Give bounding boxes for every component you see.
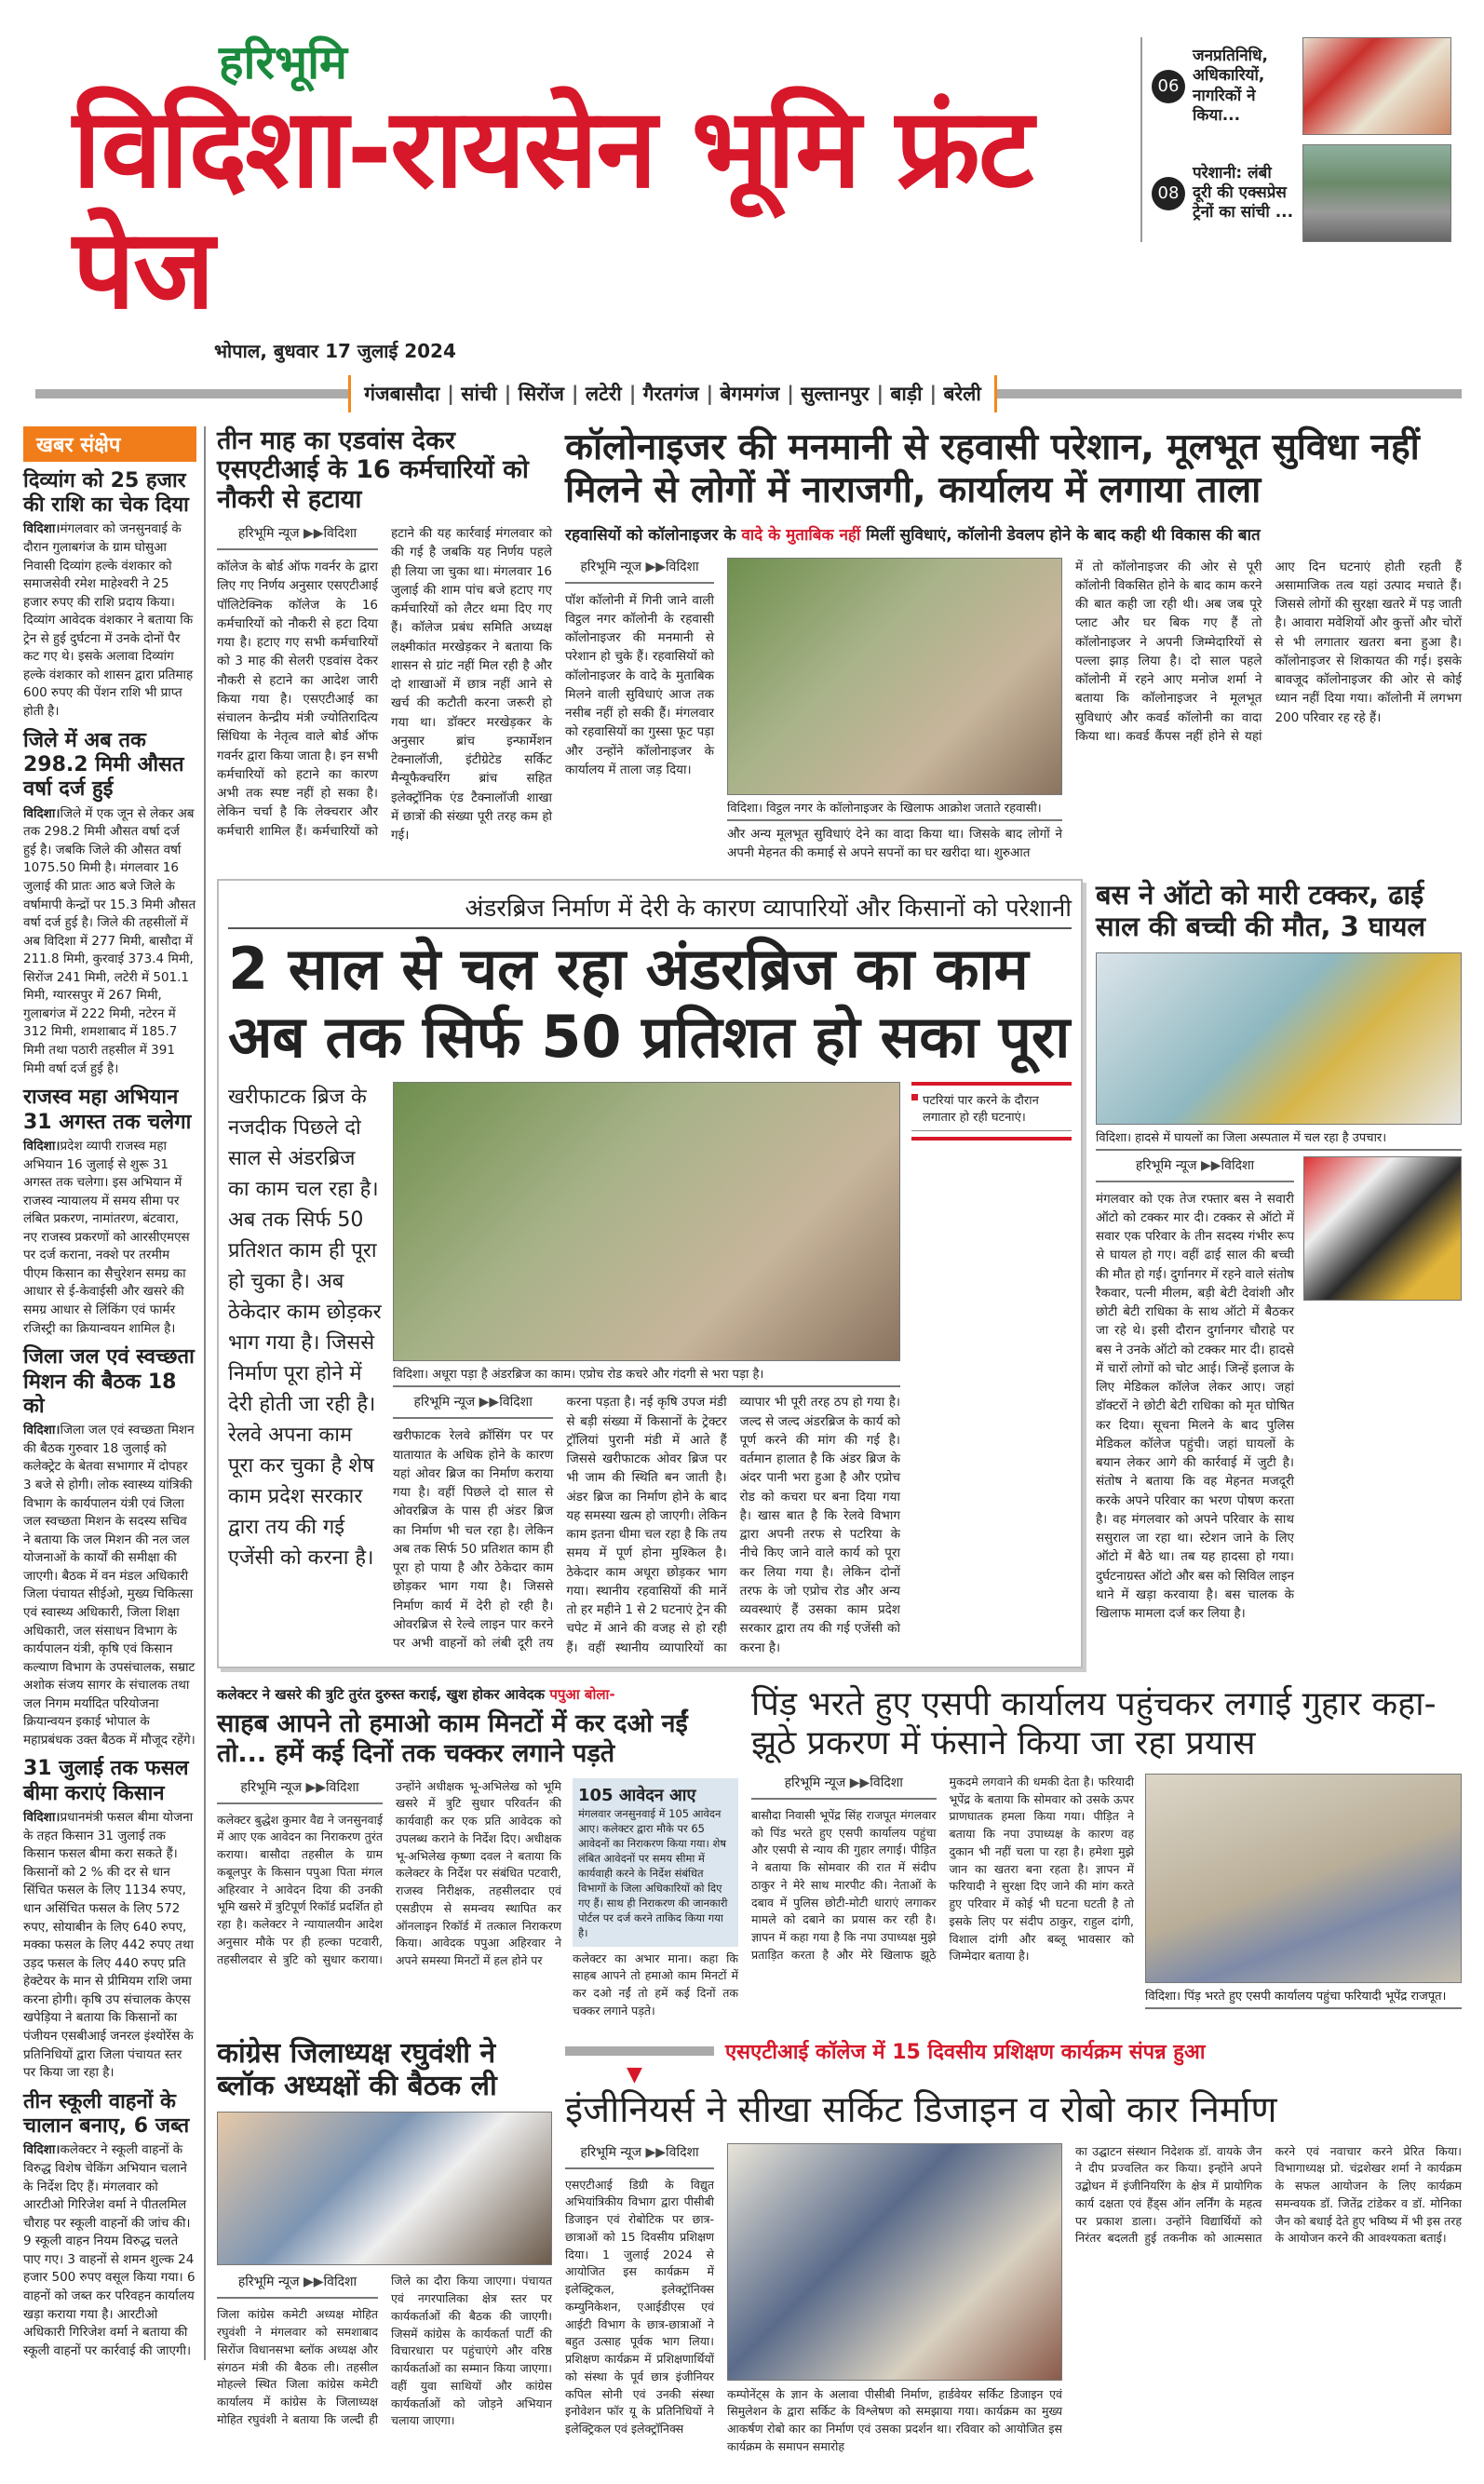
underbridge-photo <box>393 1082 900 1361</box>
story-column: में तो कॉलोनाइजर की ओर से पूरी कॉलोनी विकसित होने के बाद काम करने की बात कही जा रही थी। अब जब पूरे प्लाट और घर बिक गए हैं तो कॉलोनाइजर ने अपनी जिम्मेदारियों से पल्ला झाड़ लिया है। दो साल पहले कॉलोनी में रहने आए मनोज शर्मा ने बताया कि कॉलोनाइजर ने मूलभूत सुविधाएं और कवर्ड कॉलोनी का वादा किया था। कवर्ड कैंपस नहीं होने से यहां आए दिन घटनाएं होती रहती हैं असामाजिक तत्व यहां उत्पाद मचाते हैं। जिससे लोगों की सुरक्षा खतरे में पड़ जाती है। आवारा मवेशियों और कुत्तों और चोरों से भी लगातार खतरा बना हुआ है। कॉलोनाइजर से शिकायत की गई। इसके बावजूद कॉलोनाइजर की ओर से कोई ध्यान नहीं दिया गया। कॉलोनी में लगभग 200 परिवार रह रहे हैं। <box>1075 559 1462 744</box>
chevron-down-icon: ▼ <box>627 2062 642 2086</box>
region-link[interactable]: | लटेरी <box>572 381 622 407</box>
auto-rickshaw-photo <box>1303 1156 1462 1301</box>
story-body: हरिभूमि न्यूज ▶▶विदिशा कलेक्टर बुद्धेश कुमार वैद्य ने जनसुनवाई में आए एक आवेदन का निराकरण तुरंत कराया। बासौदा तहसील के ग्राम कबूलपुर के किसान पपुआ पिता मंगल अहिरवार ने आवेदन दिया की उनकी भूमि खसरे में त्रुटिपूर्ण रिकॉर्ड प्रदर्शित हो रहा है। कलेक्टर ने न्यायालयीन आदेश अनुसार मौके पर ही हल्का पटवारी, तहसीलदार से त्रुटि को सुधार कराया। उन्होंने अधीक्षक भू-अभिलेख को भूमि खसरे में त्रुटि सुधार परिवर्तन की कार्यवाही कर एक प्रति आवेदक को उपलब्ध कराने के निर्देश दिए। अधीक्षक भू-अभिलेख कृष्णा दवल ने बताया कि कलेक्टर के निर्देश पर संबंधित पटवारी, राजस्व निरीक्षक, तहसीलदार एवं एसडीएम से समन्वय स्थापित कर ऑनलाइन रिकॉर्ड में तत्काल निराकरण किया। आवेदक पपुआ अहिरवार ने अपने समस्या मिनटों में हल होने पर <box>217 1778 561 1968</box>
story-body: हरिभूमि न्यूज ▶▶विदिशा बासौदा निवासी भूपेंद्र सिंह राजपूत मंगलवार को पिंड भरते हुए एसपी कार्यालय पहुंचा और एसपी से न्याय की गुहार लगाई। पीड़ित ने बताया कि सोमवार की रात में संदीप ठाकुर ने मेरे साथ मारपीट की। नेताओं के दबाव में पुलिस छोटी-मोटी धाराएं लगाकर मामले को दबाने का प्रयास कर रही है। ज्ञापन में कहा गया है कि नपा उपाध्यक्ष मुझे प्रताड़ित करता है और मेरे खिलाफ झूठे मुकदमे लगवाने की धमकी देता है। फरियादी भूपेंद्र के बताया कि सोमवार को उसके ऊपर प्राणघातक हमला किया गया। पीड़ित ने बताया कि नपा उपाध्यक्ष के कारण वह दुकान भी नहीं चला पा रहा है। हमेशा मुझे जान का खतरा बना रहता है। ज्ञापन में फरियादी ने सुरक्षा दिए जाने की मांग करते हुए परिवार में कोई भी घटना घटती है तो इसके लिए पर संदीप ठाकुर, राहुल दांगी, विशाल दांगी और बब्लू भावसार को जिम्मेदार बताया है। <box>751 1774 1134 1964</box>
teaser[interactable] <box>1152 37 1462 135</box>
story-column: और अन्य मूलभूत सुविधाएं देने का वादा किया था। जिसके बाद लोगों ने अपनी मेहनत की कमाई से अपने सपनों का घर खरीदा था। शुरुआत <box>727 826 1062 860</box>
brief-title: तीन स्कूली वाहनों के चालान बनाए, 6 जब्त <box>23 2089 190 2139</box>
dateline-place: विदिशा। <box>23 805 61 821</box>
page-body <box>23 426 1462 2456</box>
story-row <box>217 1685 1462 2020</box>
teaser-photo <box>1302 144 1451 242</box>
brief-title: 31 जुलाई तक फसल बीमा कराएं किसान <box>23 1757 189 1805</box>
brief-item <box>23 729 196 1079</box>
teaser[interactable] <box>1152 144 1462 242</box>
headline: कांग्रेस जिलाध्यक्ष रघुवंशी ने ब्लॉक अध्यक्षों की बैठक ली <box>217 2036 497 2102</box>
byline: हरिभूमि न्यूज ▶▶विदिशा <box>565 558 714 584</box>
photo-caption: विदिशा। हादसे में घायलों का जिला अस्पताल में चल रहा है उपचार। <box>1096 1125 1462 1151</box>
brief-title: जिला जल एवं स्वच्छता मिशन की बैठक 18 को <box>23 1345 195 1418</box>
dateline-place: विदिशा। <box>23 521 61 537</box>
dateline-place: विदिशा। <box>23 2142 61 2158</box>
byline: हरिभूमि न्यूज ▶▶विदिशा <box>751 1774 937 1800</box>
brief-body: कलेक्टर ने स्कूली वाहनों के विरुद्ध विशेष चेकिंग अभियान चलाने के निर्देश दिए हैं। मंगलवार को आरटीओ गिरिजेश वर्मा ने पीतलमिल चौराह पर स्कूली वाहनों की जांच की। 9 स्कूली वाहन नियम विरुद्ध चलते पाए गए। 3 वाहनों से शमन शुल्क 24 हजार 500 रुपए वसूल किया गया। 6 वाहनों को जब्त कर परिवहन कार्यालय खड़ा कराया गया है। आरटीओ अधिकारी गिरिजेश वर्मा ने बताया की स्कूली वाहनों पर कार्रवाई की जाएगी। <box>23 2142 196 2358</box>
dateline-place: विदिशा। <box>23 1423 61 1438</box>
brand-logo: हरिभूमि <box>219 35 347 89</box>
byline: हरिभूमि न्यूज ▶▶विदिशा <box>1096 1156 1294 1182</box>
story-underbridge <box>217 879 1083 1668</box>
brief-body: जिले में एक जून से लेकर अब तक 298.2 मिमी औसत वर्षा दर्ज हुई है। जबकि जिले की औसत वर्षा 1075.50 मिमी है। मंगलवार 16 जुलाई की प्रातः आठ बजे जिले के वर्षामापी केन्द्रों पर 15.3 मिमी औसत वर्षा दर्ज हुई है। जिले की तहसीलों में अब विदिशा में 277 मिमी, बासौदा में 211.8 मिमी, कुरवाई 373.4 मिमी, सिरोंज 241 मिमी, लटेरी में 501.1 मिमी, ग्यारसपुर में 267 मिमी, गुलाबगंज में 222 मिमी, नटेरन में 312 मिमी, शमशाबाद में 185.7 मिमी तथा पठारी तहसील में 391 मिमी वर्षा दर्ज हुई है। <box>23 805 196 1076</box>
story-congress <box>217 2037 552 2431</box>
story-sp-office <box>751 1685 1462 2009</box>
dateline-place: विदिशा। <box>23 1138 61 1154</box>
story-collector <box>217 1685 738 2020</box>
stories-area <box>217 426 1462 2456</box>
headline: पिंड़ भरते हुए एसपी कार्यालय पहुंचकर लगाई गुहार कहा- झूठे प्रकरण में फंसाने किया जा रहा प्रयास <box>751 1684 1437 1763</box>
headline: 2 साल से चल रहा अंडरब्रिज का काम अब तक सिर्फ 50 प्रतिशत हो सका पूरा <box>228 935 1071 1072</box>
page-title: विदिशा-रायसेन भूमि फ्रंट पेज <box>73 84 1032 333</box>
byline: हरिभूमि न्यूज ▶▶विदिशा <box>393 1393 553 1419</box>
story-row <box>217 879 1462 1668</box>
brief-body: मंगलवार को जनसुनवाई के दौरान गुलाबगंज के ग्राम घोसुआ निवासी दिव्यांग हल्के वंशकार को समाजसेवी रमेश माहेश्वरी ने 25 हजार रुपए की राशि प्रदाय किया। दिव्यांग आवेदक वंशकार ने बताया कि ट्रेन से हुई दुर्घटना में उनके दोनों पैर कट गए थे। इसके अलावा दिव्यांग हल्के वंशकार को शासन द्वारा प्रतिमाह 600 रुपए की पेंशन राशि भी प्राप्त होती है। <box>23 521 194 719</box>
story-body: हरिभूमि न्यूज ▶▶विदिशा जिला कांग्रेस कमेटी अध्यक्ष मोहित रघुवंशी ने मंगलवार को समशाबाद सिरोंज विधानसभा ब्लॉक अध्यक्ष और संगठन मंत्री की बैठक ली। तहसील मोहल्ले स्थित जिला कांग्रेस कमेटी कार्यालय में कांग्रेस के जिलाध्यक्ष मोहित रघुवंशी ने बताया कि जल्दी ही जिले का दौरा किया जाएगा। पंचायत एवं नगरपालिका क्षेत्र स्तर पर कार्यकर्ताओं की बैठक की जाएगी। जिसमें कांग्रेस के कार्यकर्ता पार्टी की विचारधारा पर पहुंचाएंगे और वरिष्ठ कार्यकर्ताओं का सम्मान किया जाएगा। वहीं युवा साथियों और कांग्रेस कार्यकर्ताओं को जोड़ने अभियान चलाया जाएगा। <box>217 2274 552 2428</box>
brief-body: जिला जल एवं स्वच्छता मिशन की बैठक गुरुवार 18 जुलाई को कलेक्ट्रेट के बेतवा सभागार में दोपहर 3 बजे से होगी। लोक स्वास्थ्य यांत्रिकी विभाग के कार्यपालन यंत्री एवं जिला जल स्वच्छता मिशन के सदस्य सचिव ने बताया कि जल मिशन की नल जल योजनाओं के कार्यों की समीक्षा की जाएगी। बैठक में वन मंडल अधिकारी जिला पंचायत सीईओ, मुख्य चिकित्सा एवं स्वास्थ्य अधिकारी, जिला शिक्षा अधिकारी, जल संसाधन विभाग के कार्यपालन यंत्री, कृषि एवं किसान कल्याण विभाग के उपसंचालक, सम्राट अशोक संजय सागर के संचालक तथा जल निगम मर्यादित परियोजना क्रियान्वयन इकाई भोपाल के महाप्रबंधक उक्त बैठक में मौजूद रहेंगे। <box>23 1423 196 1748</box>
teaser-text: परेशानी: लंबी दूरी की एक्सप्रेस ट्रेनों का सांची ... <box>1193 163 1294 223</box>
byline: हरिभूमि न्यूज ▶▶विदिशा <box>217 524 378 550</box>
story-row <box>217 426 1462 863</box>
page-number-badge: 08 <box>1152 177 1185 210</box>
photo-caption: विदिशा। पिंड़ भरते हुए एसपी कार्यालय पहुंचा फरियादी भूपेंद्र राजपूत। <box>1145 1983 1462 2009</box>
info-box-title: 105 आवेदन आए <box>578 1785 696 1805</box>
brief-item <box>23 469 196 722</box>
masthead <box>23 37 1462 363</box>
page-number-badge: 06 <box>1152 70 1185 103</box>
brief-item <box>23 1757 196 2082</box>
info-box-body: मंगलवार जनसुनवाई में 105 आवेदन आए। कलेक्टर द्वारा मौके पर 65 आवेदनों का निराकरण किया गया। शेष लंबित आवेदनों पर समय सीमा में कार्यवाही करने के निर्देश संबंधित विभागों के जिला अधिकारियों को दिए गए हैं। साथ ही निराकरण की जानकारी पोर्टल पर दर्ज करने ताकिद किया गया है। <box>578 1806 728 1940</box>
region-link[interactable]: | सुल्तानपुर <box>787 381 869 407</box>
story-sati-training <box>565 2037 1462 2456</box>
headline: साहब आपने तो हमाओ काम मिनटों में कर दओ नईं तो... हमें कई दिनों तक चक्कर लगाने पड़ते <box>217 1708 688 1768</box>
region-link[interactable]: | सांची <box>447 381 496 407</box>
section-tag: खबर संक्षेप <box>23 426 196 462</box>
brief-item <box>23 1345 196 1749</box>
region-link[interactable]: गंजबासौदा <box>364 382 440 405</box>
region-link[interactable]: | बाड़ी <box>876 381 922 407</box>
byline: हरिभूमि न्यूज ▶▶विदिशा <box>217 1778 383 1804</box>
region-link[interactable]: | बेगमगंज <box>707 381 780 407</box>
photo-block <box>727 558 1062 863</box>
sp-office-photo <box>1145 1774 1462 1983</box>
region-link[interactable]: | बरेली <box>930 381 981 407</box>
brief-item <box>23 2090 196 2361</box>
story-column: कलेक्टर का अभार माना। कहा कि साहब आपने तो हमाओ काम मिनटों में कर दओ नईं तो हमें कई दिनों तक चक्कर लगाने पड़ते। <box>573 1951 738 2018</box>
teaser-photo <box>1302 37 1451 135</box>
story-column: कम्पोनेंट्स के ज्ञान के अलावा पीसीबी निर्माण, हार्डवेयर सर्किट डिजाइन एवं सिमुलेशन के द्वारा सर्किट के विश्लेषण को समझाया गया। कार्यक्रम का मुख्य आकर्षण रोबो कार का निर्माण एवं उसका प्रदर्शन था। रविवार को आयोजित इस कार्यक्रम के समापन समारोह <box>727 2386 1062 2453</box>
brief-title: दिव्यांग को 25 हजार की राशि का चेक दिया <box>23 468 189 517</box>
brief-body: प्रदेश व्यापी राजस्व महा अभियान 16 जुलाई से शुरू 31 अगस्त तक चलेगा। इस अभियान में राजस्व न्यायालय में समय सीमा पर लंबित प्रकरण, नामांतरण, बंटवारा, नए राजस्व प्रकरणों को आरसीएमएस पर दर्ज कराना, नक्शे पर तरमीम पीएम किसान का सैचुरेशन समग्र का आधार से ई-केवाईसी और खसरे की समग्र आधार से लिंकिंग एवं फार्मर रजिस्ट्री का क्रियान्वयन शामिल है। <box>23 1138 190 1336</box>
divider <box>565 2046 714 2056</box>
story-row <box>217 2037 1462 2456</box>
photo-caption: विदिशा। विट्ठल नगर के कॉलोनाइजर के खिलाफ आक्रोश जताते रहवासी। <box>727 795 1062 821</box>
headline: इंजीनियर्स ने सीखा सर्किट डिजाइन व रोबो कार निर्माण <box>565 2088 1277 2131</box>
byline: हरिभूमि न्यूज ▶▶विदिशा <box>565 2143 714 2169</box>
story-body: हरिभूमि न्यूज ▶▶विदिशा कॉलेज के बोर्ड ऑफ गवर्नर के द्वारा लिए गए निर्णय अनुसार एसएटीआई पॉलिटेक्निक कॉलेज के 16 कर्मचारियों को नौकरी से हटा दिया गया है। हटाए गए सभी कर्मचारियों को 3 माह की सेलरी एडवांस देकर नौकरी से हटाने का आदेश जारी किया गया है। एसएटीआई का संचालन केन्द्रीय मंत्री ज्योतिरादित्य सिंधिया के नेतृत्व वाले बोर्ड ऑफ गवर्नर द्वारा किया जाता है। इन सभी कर्मचारियों को हटाने का कारण अभी तक स्पष्ट नहीं हो सका है। लेकिन चर्चा है कि लेक्चरार और कर्मचारी शामिल हैं। कर्मचारियों को हटाने की यह कार्रवाई मंगलवार को की गई है जबकि यह निर्णय पहले ही लिया जा चुका था। मंगलवार 16 जुलाई की शाम पांच बजे हटाए गए कर्मचारियों को लैटर थमा दिए गए हैं। कॉलेज प्रबंध समिति अध्यक्ष लक्ष्मीकांत मरखेड़कर ने बताया कि शासन से ग्रांट नहीं मिल रही है और दो शाखाओं में छात्र नहीं आने से खर्च की कटौती करना जरूरी हो गया था। डॉक्टर मरखेड़कर के अनुसार ब्रांच इन्फार्मेशन टेक्नालॉजी, इंटीग्रेटेड सर्किट मैन्यूफैक्चरिंग ब्रांच सहित इलेक्ट्रॉनिक एंड टैक्नालॉजी शाखा में छात्रों की संख्या पूरी तरह कम हो गई। <box>217 526 552 844</box>
region-link[interactable]: | सिरोंज <box>505 381 564 407</box>
story-colonizer <box>565 426 1462 863</box>
meeting-photo <box>217 2112 552 2265</box>
teaser-panel <box>1140 37 1462 242</box>
region-bar <box>23 374 1462 413</box>
story-column: हरिभूमि न्यूज ▶▶विदिशा एसएटीआई डिग्री के विद्युत अभियांत्रिकीय विभाग द्वारा पीसीबी डिजाइन एवं रोबोटिक पर छात्र-छात्राओं को 15 दिवसीय प्रशिक्षण दिया। 1 जुलाई 2024 से आयोजित इस कार्यक्रम में इलेक्ट्रिकल, इलेक्ट्रॉनिक्स कम्युनिकेशन, एआईडीएस एवं आईटी विभाग के छात्र-छात्राओं ने बहुत उत्साह पूर्वक भाग लिया। प्रशिक्षण कार्यक्रम में प्रशिक्षणार्थियों को संस्था के पूर्व छात्र इंजीनियर कपिल सोनी एवं उनकी संस्था इनोवेशन फॉर यू के प्रतिनिधियों ने इलेक्ट्रिकल एवं इलेक्ट्रॉनिक्स <box>565 2144 714 2437</box>
brief-body: प्रधानमंत्री फसल बीमा योजना के तहत किसान 31 जुलाई तक किसान फसल बीमा करा सकते हैं। किसानों को 2 % की दर से धान सिंचित फसल के लिए 1134 रुपए, धान असिंचित फसल के लिए 572 रुपए, सोयाबीन के लिए 640 रुपए, मक्का फसल के लिए 442 रुपए तथा उड़द फसल के लिए 440 रुपए प्रति हेक्टेयर के मान से प्रीमियम राशि जमा करना होगी। कृषि उप संचालक केएस खपेड़िया ने बताया कि किसानों का पंजीयन एसबीआई जनरल इंश्योरेंस के प्रतिनिधियों द्वारा जिला पंचायत स्तर पर किया जा रहा है। <box>23 1810 195 2081</box>
brief-item <box>23 1086 196 1338</box>
headline: बस ने ऑटो को मारी टक्कर, ढाई साल की बच्ची की मौत, 3 घायल <box>1096 879 1426 943</box>
story-column: हरिभूमि न्यूज ▶▶विदिशा मंगलवार को एक तेज रफ्तार बस ने सवारी ऑटो को टक्कर मार दी। टक्कर से ऑटो में सवार एक परिवार के तीन सदस्य गंभीर रूप से घायल हो गए। वहीं ढाई साल की बच्ची की मौत हो गई। दुर्गानगर में रहने वाले संतोष रैकवार, पत्नी मीलम, बड़ी बेटी देवांशी और छोटी बेटी राधिका के साथ ऑटो में बैठकर जा रहे थे। इसी दौरान दुर्गानगर चौराहे पर बस ने उनके ऑटो को टक्कर मार दी। हादसे में चारों लोगों को चोट आई। जिन्हें इलाज के लिए मेडिकल कॉलेज लेकर आए। जहां डॉक्टरों ने छोटी बेटी राधिका को मृत घोषित कर दिया। सूचना मिलने के बाद पुलिस मेडिकल कॉलेज पहुंची। जहां घायलों के बयान लेकर आगे की कार्रवाई में जुटी है। संतोष ने बताया कि वह मेहनत मजदूरी करके अपने परिवार का भरण पोषण करता है। वह मंगलवार को अपने परिवार के साथ ससुराल जा रहा था। स्टेशन जाने के लिए ऑटो में बैठे था। तब यह हादसा हो गया। दुर्घटनाग्रस्त ऑटो और बस को सिविल लाइन थाने में खड़ा करवाया है। बस चालक के खिलाफ मामला दर्ज कर लिया है। <box>1096 1157 1294 1622</box>
headline: कॉलोनाइजर की मनमानी से रहवासी परेशान, मूलभूत सुविधा नहीं मिलने से लोगों में नाराजगी, कार्यालय में लगाया ताला <box>565 425 1420 511</box>
info-box <box>573 1778 738 1947</box>
teaser-text: जनप्रतिनिधि, अधिकारियों, नागरिकों ने किया... <box>1193 47 1268 125</box>
story-body: हरिभूमि न्यूज ▶▶विदिशा खरीफाटक रेलवे क्रॉसिंग पर पर यातायात के अधिक होने के कारण यहां ओवर ब्रिज का निर्माण कराया गया है। वहीं पिछले दो साल से ओवरब्रिज के पास ही अंडर ब्रिज का निर्माण भी चल रहा है। लेकिन अब तक सिर्फ 50 प्रतिशत काम ही पूरा हो पाया है और ठेकेदार काम छोड़कर भाग गया है। जिससे निर्माण कार्य में देरी हो रही है। ओवरब्रिज से रेल्वे लाइन पार करने पर अभी वाहनों को लंबी दूरी तय करना पड़ता है। नई कृषि उपज मंडी से बड़ी संख्या में किसानों के ट्रेक्टर ट्रॉलियां पुरानी मंडी में आते हैं जिससे खरीफाटक ओवर ब्रिज पर भी जाम की स्थिति बन जाती है। अंडर ब्रिज का निर्माण होने के बाद यह समस्या खत्म हो जाएगी। लेकिन काम इतना धीमा चल रहा है कि तय समय में पूर्ण होना मुश्किल है। ठेकेदार काम अधूरा छोड़कर भाग गया। स्थानीय रहवासियों की मानें तो हर महीने 1 से 2 घटनाएं ट्रेन की चपेट में आने की वजह से हो रही हैं। वहीं स्थानीय व्यापारियों का व्यापार भी पूरी तरह ठप हो गया है। जल्द से जल्द अंडरब्रिज के कार्य को पूर्ण करने की मांग की गई है। वर्तमान हालात है कि अंडर ब्रिज के अंदर पानी भरा हुआ है और एप्रोच रोड को कचरा घर बना दिया गया है। खास बात है कि रेलवे विभाग द्वारा अपनी तरफ से पटरिया के नीचे किए जाने वाले कार्य को पूरा कर लिया गया है। लेकिन दोनों तरफ के जो एप्रोच रोड और अन्य व्यवस्थाएं हैं उसका काम प्रदेश सरकार द्वारा तय की गई एजेंसी को करना है। <box>393 1395 900 1655</box>
region-link[interactable]: | गैरतगंज <box>629 381 699 407</box>
brief-title: राजस्व महा अभियान 31 अगस्त तक चलेगा <box>23 1086 192 1134</box>
kicker: एसएटीआई कॉलेज में 15 दिवसीय प्रशिक्षण कार्यक्रम संपन्न हुआ <box>725 2040 1206 2064</box>
headline: तीन माह का एडवांस देकर एसएटीआई के 16 कर्मचारियों को नौकरी से हटाया <box>217 425 529 515</box>
pull-quote: पटरियां पार करने के दौरान लगातार हो रही घटनाएं। <box>911 1086 1072 1131</box>
divider <box>911 1137 1072 1141</box>
dateline-place: विदिशा। <box>23 1810 61 1826</box>
kicker: अंडरब्रिज निर्माण में देरी के कारण व्यापारियों और किसानों को परेशानी <box>228 890 1072 929</box>
summary: खरीफाटक ब्रिज के नजदीक पिछले दो साल से अंडरब्रिज का काम चल रहा है। अब तक सिर्फ 50 प्रतिशत काम ही पूरा हो चुका है। अब ठेकेदार काम छोड़कर भाग गया है। जिससे निर्माण पूरा होने में देरी होती जा रही है।रेलवे अपना काम पूरा कर चुका है शेष काम प्रदेश सरकार द्वारा तय की गई एजेंसी को करना है। <box>228 1086 382 1571</box>
brief-title: जिले में अब तक 298.2 मिमी औसत वर्षा दर्ज हुई <box>23 728 184 802</box>
training-group-photo <box>727 2143 1062 2381</box>
dateline: भोपाल, बुधवार 17 जुलाई 2024 <box>214 339 456 362</box>
news-brief-column <box>23 426 206 2361</box>
kicker: कलेक्टर ने खसरे की त्रुटि तुरंत दुरुस्त कराई, खुश होकर आवेदक पपुआ बोला- <box>217 1685 615 1703</box>
photo-caption: विदिशा। अधूरा पड़ा है अंडरब्रिज का काम। एप्रोच रोड कचरे और गंदगी से भरा पड़ा है। <box>393 1361 900 1387</box>
hospital-photo <box>1096 952 1462 1125</box>
story-bus-accident <box>1096 879 1462 1623</box>
story-column: का उद्घाटन संस्थान निदेशक डॉ. वायके जैन ने दीप प्रज्वलित कर किया। इन्होंने अपने उद्बोधन में इंजीनियरिंग के क्षेत्र में प्रायोगिक कार्य दक्षता एवं हैंड्स ऑन लर्निंग के महत्व पर प्रकाश डाला। उन्होंने विद्यार्थियों को निरंतर बदलती हुई तकनीक को आत्मसात करने एवं नवाचार करने प्रेरित किया। विभागाध्यक्ष प्रो. चंद्रशेखर शर्मा ने कार्यक्रम के सफल आयोजन के लिए कार्यक्रम समन्वयक डॉ. जितेंद्र टांडेकर व डॉ. मोनिका जैन को बधाई देते हुए भविष्य में भी इस तरह के आयोजन करने की आवश्यकता बताई। <box>1075 2143 1462 2246</box>
story-sati-layoff <box>217 426 552 845</box>
masthead-left <box>23 37 1085 363</box>
protest-photo <box>727 558 1062 795</box>
story-column: हरिभूमि न्यूज ▶▶विदिशा पॉश कॉलोनी में गिनी जाने वाली विट्ठल नगर कॉलोनी के रहवासी कॉलोनाइजर की मनमानी से परेशान हो चुके हैं। रहवासियों को कॉलोनाइजर के वादे के मुताबिक मिलने वाली सुविधाएं आज तक नसीब नहीं हो सकी हैं। मंगलवार को रहवासियों का गुस्सा फूट पड़ा और उन्होंने कॉलोनाइजर के कार्यालय में ताला जड़ दिया। <box>565 559 714 777</box>
region-strip <box>348 375 997 412</box>
byline: हरिभूमि न्यूज ▶▶विदिशा <box>217 2273 378 2299</box>
bullet-icon <box>911 1094 918 1100</box>
subheadline: रहवासियों को कॉलोनाइजर के वादे के मुताबिक नहीं मिलीं सुविधाएं, कॉलोनी डेवलप होने के बाद कही थी विकास की बात <box>565 525 1261 545</box>
